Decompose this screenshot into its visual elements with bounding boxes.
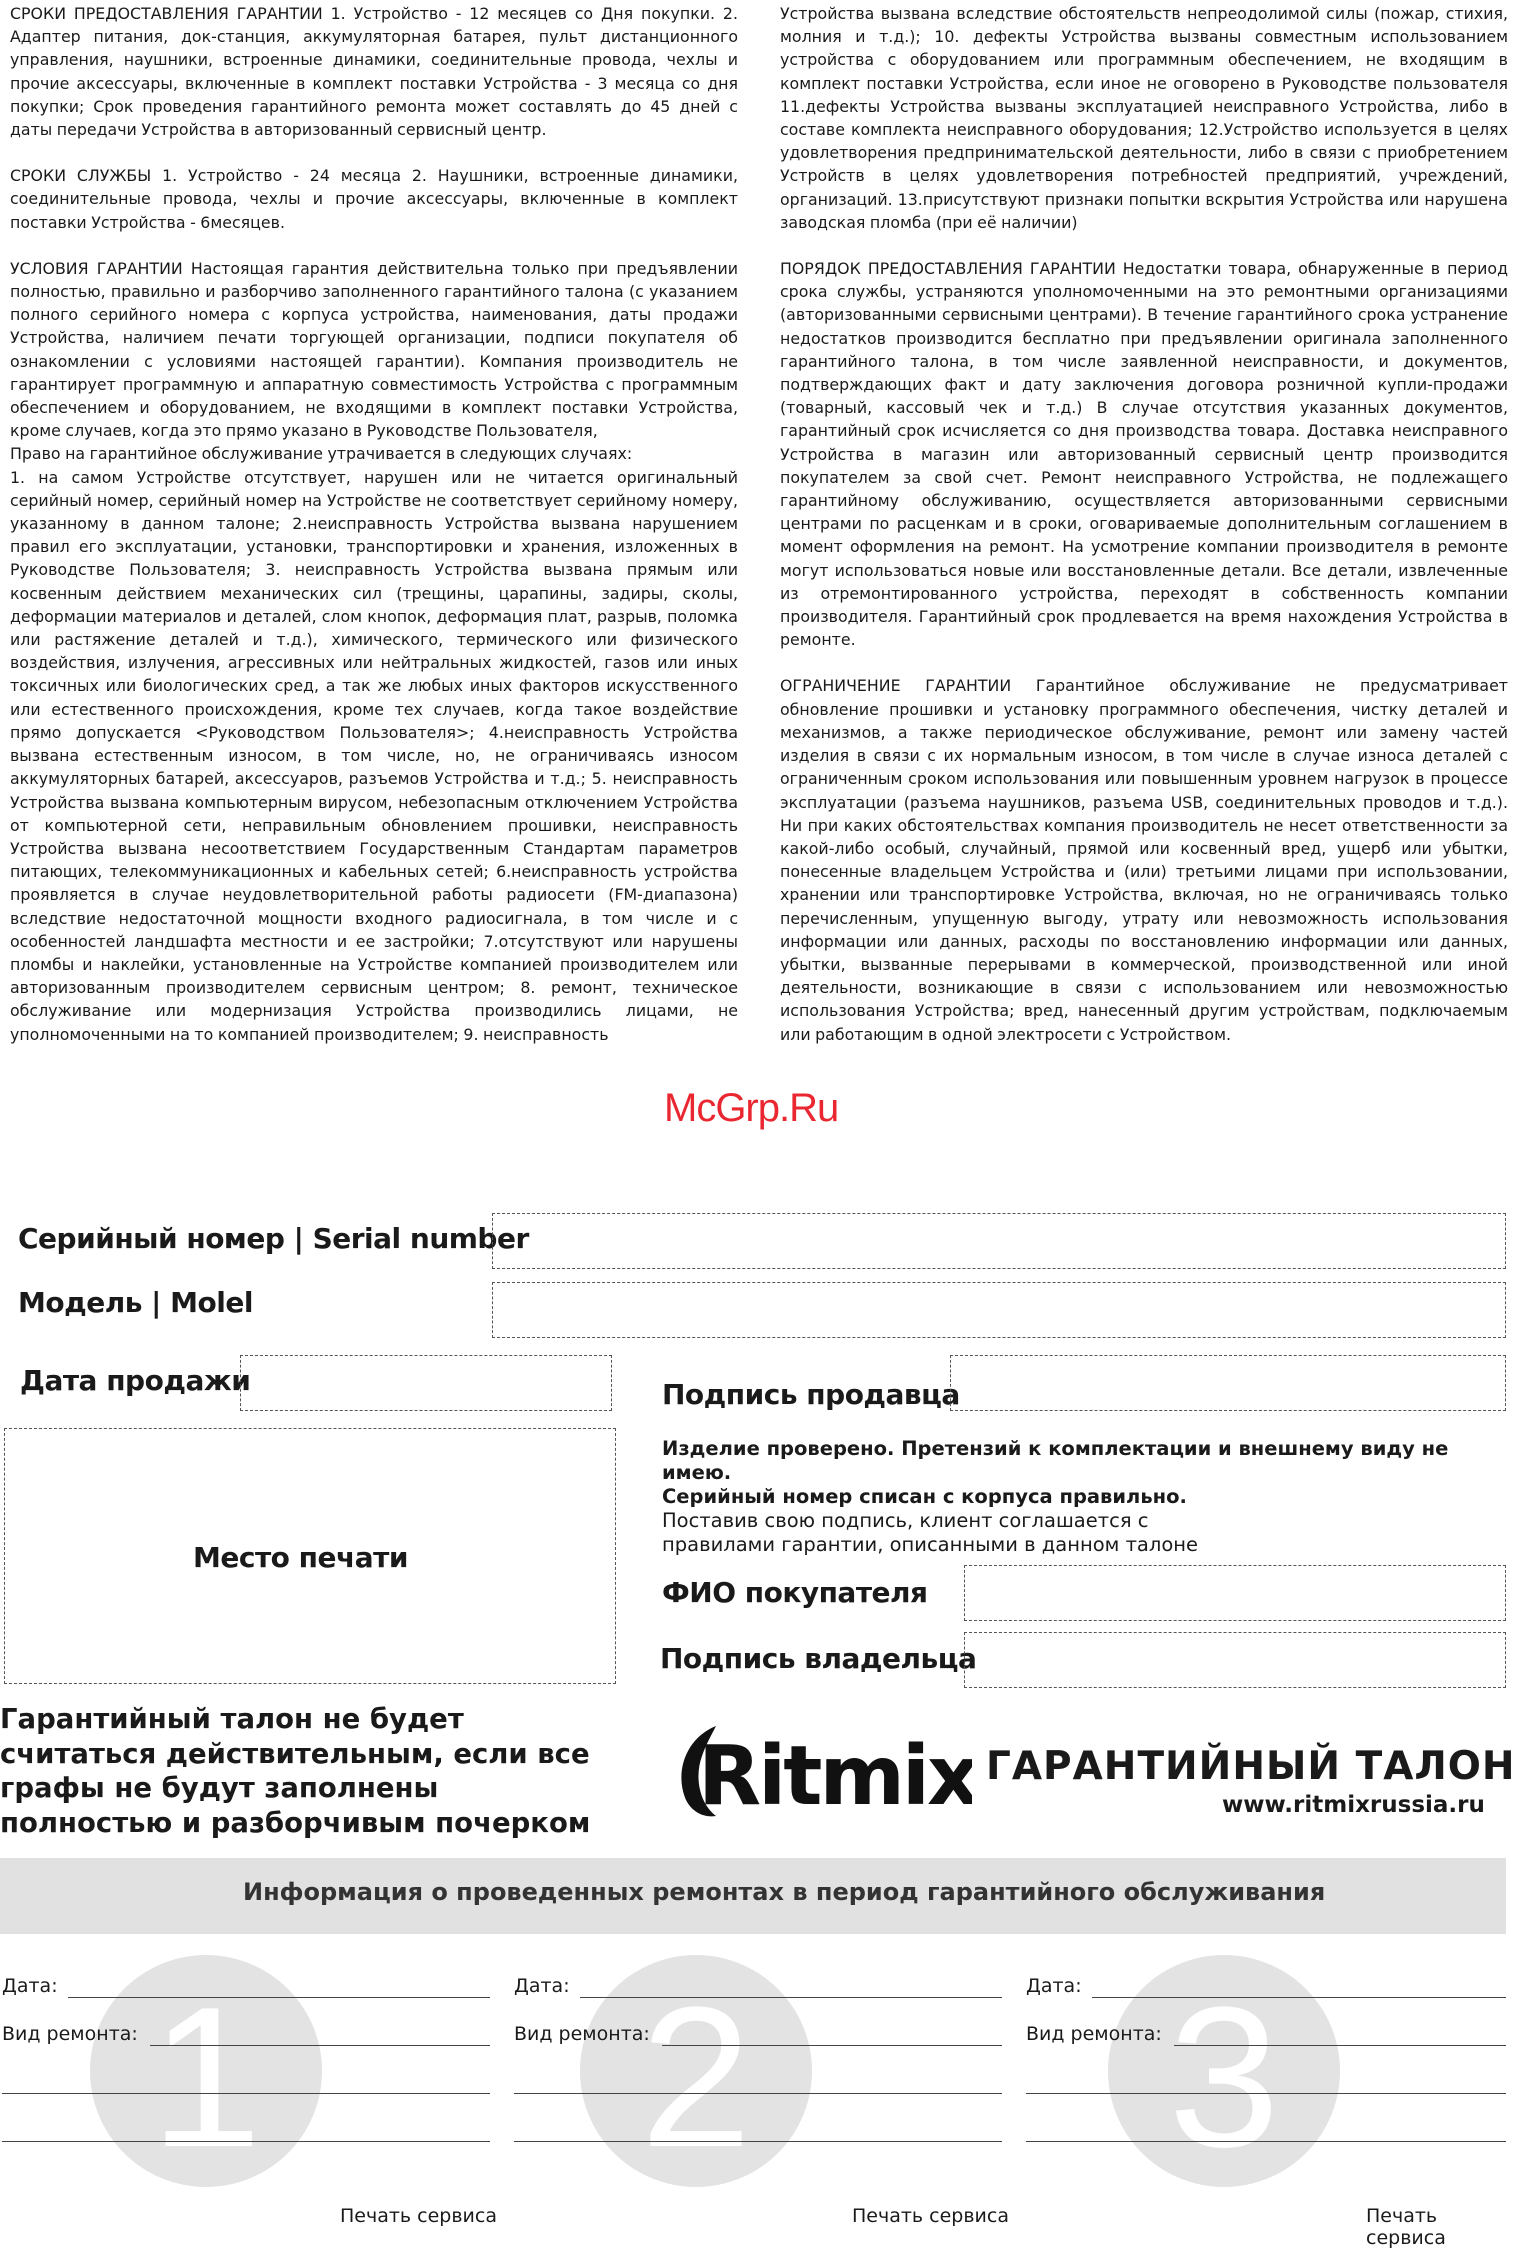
stamp-area[interactable] (4, 1428, 616, 1684)
stamp-label: Место печати (193, 1541, 408, 1574)
repairs-header-band (0, 1858, 1506, 1934)
ritmix-logo (672, 1712, 972, 1822)
repair-type-line-2[interactable] (514, 2093, 1002, 2094)
serial-number-label: Серийный номер | Serial number (18, 1222, 529, 1255)
repair-date-label: Дата: (1026, 1975, 1082, 1997)
repair-number-circle (90, 1955, 322, 2187)
service-stamp-label: Печать сервиса (852, 2205, 1009, 2227)
terms-conditions: УСЛОВИЯ ГАРАНТИИ Настоящая гарантия действительна только при предъявлении полностью, правильно и разборчиво заполненного гарантийного талона (с указанием полного серийного номера с корпуса устройства, наименования, даты продажи Устройства, наличием печати торгующей организации, подписи покупателя об ознакомлении с условиями настоящей гарантии). Компания производитель не гарантирует программную и аппаратную совместимость Устройства с программным обеспечением и оборудованием, не входящими в комплект поставки Устройства, кроме случаев, когда это прямо указано в Руководстве Пользователя, Право на гарантийное обслуживание утрачивается в следующих случаях: 1. на самом Устройстве отсутствует, нарушен или не читается оригинальный серийный номер, серийный номер на Устройстве не соответствует серийному номеру, указанному в данном талоне; 2.неисправность Устройства вызвана нарушением правил его эксплуатации, установки, транспортировки и хранения, изложенных в Руководстве Пользователя; 3. неисправность Устройства вызвана прямым или косвенным действием механических сил (трещины, царапины, задиры, сколы, деформации материалов и деталей, слом кнопок, деформация плат, разрыв, поломка или растяжение деталей и т.д.), химического, термического или физического воздействия, излучения, агрессивных или нейтральных жидкостей, газов или иных токсичных или биологических сред, а так же любых иных факторов искусственного или естественного происхождения, кроме тех случаев, когда такое воздействие прямо допускается <Руководством Пользователя>; 4.неисправность Устройства вызвана естественным износом, в том числе, но, не ограничиваясь износом аккумуляторных батарей, аксессуаров, разъемов Устройства и т.д.; 5. неисправность Устройства вызвана компьютерным вирусом, небезопасным отключением Устройства от компьютерной сети, неправильным обновлением прошивки, неисправность Устройства вызвана несоответствием Государственным Стандартам параметров питающих, телекоммуникационных и кабельных сетей; 6.неисправность устройства проявляется в случае неудовлетворительной работы радиосети (FM-диапазона) вследствие недостаточной мощности входного радиосигнала, в том числе и с особенностей ландшафта местности и ее застройки; 7.отсутствуют или нарушены пломбы и наклейки, установленные на Устройстве компанией производителем или авторизованным производителем сервисным центром; 8. ремонт, техническое обслуживание или модернизация Устройства производились лицами, не уполномоченными на то компанией производителем; 9. неисправность (10, 258, 738, 1044)
sale-date-label: Дата продажи (20, 1364, 251, 1397)
repair-type-line-2[interactable] (2, 2093, 490, 2094)
repair-entry-1 (0, 1955, 500, 2229)
terms-left-column (10, 2, 738, 1069)
repair-type-label: Вид ремонта: (1026, 2023, 1162, 2045)
model-field[interactable] (492, 1282, 1506, 1338)
repair-number: 2 (640, 1966, 752, 2189)
repair-type-line-3[interactable] (2, 2141, 490, 2142)
terms-procedure: ПОРЯДОК ПРЕДОСТАВЛЕНИЯ ГАРАНТИИ Недостатки товара, обнаруженные в период срока службы, устраняются уполномоченными на это ремонтными организациями (авторизованными сервисными центрами). В течение гарантийного срока устранение недостатков производится бесплатно при предъявлении оригинала заполненного гарантийного талона, в том числе заявленной неисправности, и документов, подтверждающих факт и дату заключения договора розничной купли-продажи (товарный, кассовый чек и т.д.) В случае отсутствия указанных документов, гарантийный срок исчисляется со дня производства товара. Доставка неисправного Устройства в магазин или авторизованный сервисный центр производится покупателем за свой счет. Ремонт неисправного Устройства, не подлежащего гарантийному обслуживанию, осуществляется авторизованными сервисными центрами по расценкам и в сроки, оговариваемые дополнительным соглашением в момент оформления на ремонт. На усмотрение компании производителя в ремонте могут использоваться новые или восстановленные детали. Все детали, извлеченные из отремонтированного устройства, переходят в собственность компании производителя. Гарантийный срок продлевается на время нахождения Устройства в ремонте. (780, 259, 1508, 650)
repair-type-label: Вид ремонта: (514, 2023, 650, 2045)
buyer-name-field[interactable] (964, 1565, 1506, 1621)
consent-text: Поставив свою подпись, клиент соглашается с правилами гарантии, описанными в данном талоне (662, 1509, 1199, 1556)
terms-service-life: СРОКИ СЛУЖБЫ 1. Устройство - 24 месяца 2. Наушники, встроенные динамики, соединительные провода, чехлы и прочие аксессуары, включенные в комплект поставки Устройства - 6месяцев. (10, 166, 738, 232)
checked-line1: Изделие проверено. Претензий к комплектации и внешнему виду не имею. (662, 1437, 1449, 1484)
terms-right-column (780, 2, 1508, 1069)
repair-type-label: Вид ремонта: (2, 2023, 138, 2045)
service-stamp-label: Печать сервиса (340, 2205, 497, 2227)
watermark: McGrp.Ru (664, 1086, 839, 1130)
terms-limitation: ОГРАНИЧЕНИЕ ГАРАНТИИ Гарантийное обслуживание не предусматривает обновление прошивки и установку программного обеспечения, чистку деталей и механизмов, а также периодическое обслуживание, ремонт или замену частей изделия в связи с их нормальным износом, в том числе в случае износа деталей с ограниченным сроком использования или повышенным уровнем нагрузок в процессе эксплуатации (разъема наушников, разъема USB, соединительных проводов и т.д.). Ни при каких обстоятельствах компания производитель не несет ответственности за какой-либо особый, случайный, прямой или косвенный вред, ущерб или убытки, понесенные владельцем Устройства и (или) третьими лицами при использовании, хранении или транспортировке Устройства, включая, но не ограничиваясь только перечисленным, упущенную выгоду, утрату или невозможность использования информации или данных, расходы по восстановлению информации или данных, убытки, вызванные перерывами в коммерческой, производственной или иной деятельности, возникающие в связи с использованием или невозможностью использования Устройства; вред, нанесенный другим устройствам, подключаемым или работающим в одной электросети с Устройством. (780, 676, 1508, 1044)
repair-date-label: Дата: (2, 1975, 58, 1997)
repair-date-line[interactable] (68, 1997, 490, 1998)
logo-text: Ritmix (698, 1729, 972, 1822)
terms-periods: СРОКИ ПРЕДОСТАВЛЕНИЯ ГАРАНТИИ 1. Устройство - 12 месяцев со Дня покупки. 2. Адаптер питания, док-станция, аккумуляторная батарея, пульт дистанционного управления, наушники, встроенные динамики, соединительные провода, чехлы и прочие аксессуары, включенные в комплект поставки Устройства - 3 месяца со дня покупки; Срок проведения гарантийного ремонта может составлять до 45 дней с даты передачи Устройства в авторизованный сервисный центр. (10, 4, 738, 140)
repair-entry-3 (1024, 1955, 1514, 2249)
validity-warning: Гарантийный талон не будет считаться действительным, если все графы не будут заполнены полностью и разборчивым почерком (0, 1703, 591, 1839)
serial-number-field[interactable] (492, 1213, 1506, 1269)
repair-number: 1 (150, 1966, 262, 2189)
repair-type-line-3[interactable] (514, 2141, 1002, 2142)
repairs-header: Информация о проведенных ремонтах в период гарантийного обслуживания (243, 1878, 1326, 1906)
repair-number: 3 (1168, 1966, 1280, 2189)
buyer-name-label: ФИО покупателя (662, 1576, 928, 1609)
service-stamp-label: Печать сервиса (1366, 2205, 1446, 2249)
repair-type-line-3[interactable] (1026, 2141, 1506, 2142)
owner-sign-label: Подпись владельца (660, 1642, 977, 1675)
owner-sign-field[interactable] (964, 1632, 1506, 1688)
repair-number-circle (580, 1955, 812, 2187)
repair-number-circle (1108, 1955, 1340, 2187)
seller-sign-field[interactable] (950, 1355, 1506, 1411)
repair-entry-2 (512, 1955, 1012, 2229)
logo-graphic (672, 1712, 972, 1822)
check-note (662, 1437, 1514, 1557)
website-link[interactable]: www.ritmixrussia.ru (1222, 1792, 1485, 1818)
checked-line2: Серийный номер списан с корпуса правильно. (662, 1485, 1187, 1508)
repair-type-line-2[interactable] (1026, 2093, 1506, 2094)
repair-type-line[interactable] (662, 2045, 1002, 2046)
seller-sign-label: Подпись продавца (662, 1378, 960, 1411)
model-label: Модель | Molel (18, 1286, 253, 1319)
sale-date-field[interactable] (240, 1355, 612, 1411)
terms-conditions-cont: Устройства вызвана вследствие обстоятельств непреодолимой силы (пожар, стихия, молния и т.д.); 10. дефекты Устройства вызваны совместным использованием устройства с оборудованием или программным обеспечением, не входящим в комплект поставки Устройства, если иное не оговорено в Руководстве пользователя 11.дефекты Устройства вызваны эксплуатацией неисправного Устройства, либо в составе комплекта неисправного оборудования; 12.Устройство используется в целях удовлетворения предпринимательской деятельности, либо в связи с приобретением Устройств в целях удовлетворения потребностей предприятий, учреждений, организаций. 13.присутствуют признаки попытки вскрытия Устройства или нарушена заводская пломба (при её наличии) (780, 4, 1508, 232)
document-title: ГАРАНТИЙНЫЙ ТАЛОН (986, 1744, 1516, 1789)
repair-date-label: Дата: (514, 1975, 570, 1997)
repair-type-line[interactable] (1174, 2045, 1506, 2046)
repair-type-line[interactable] (150, 2045, 490, 2046)
repair-date-line[interactable] (580, 1997, 1002, 1998)
repair-date-line[interactable] (1092, 1997, 1506, 1998)
